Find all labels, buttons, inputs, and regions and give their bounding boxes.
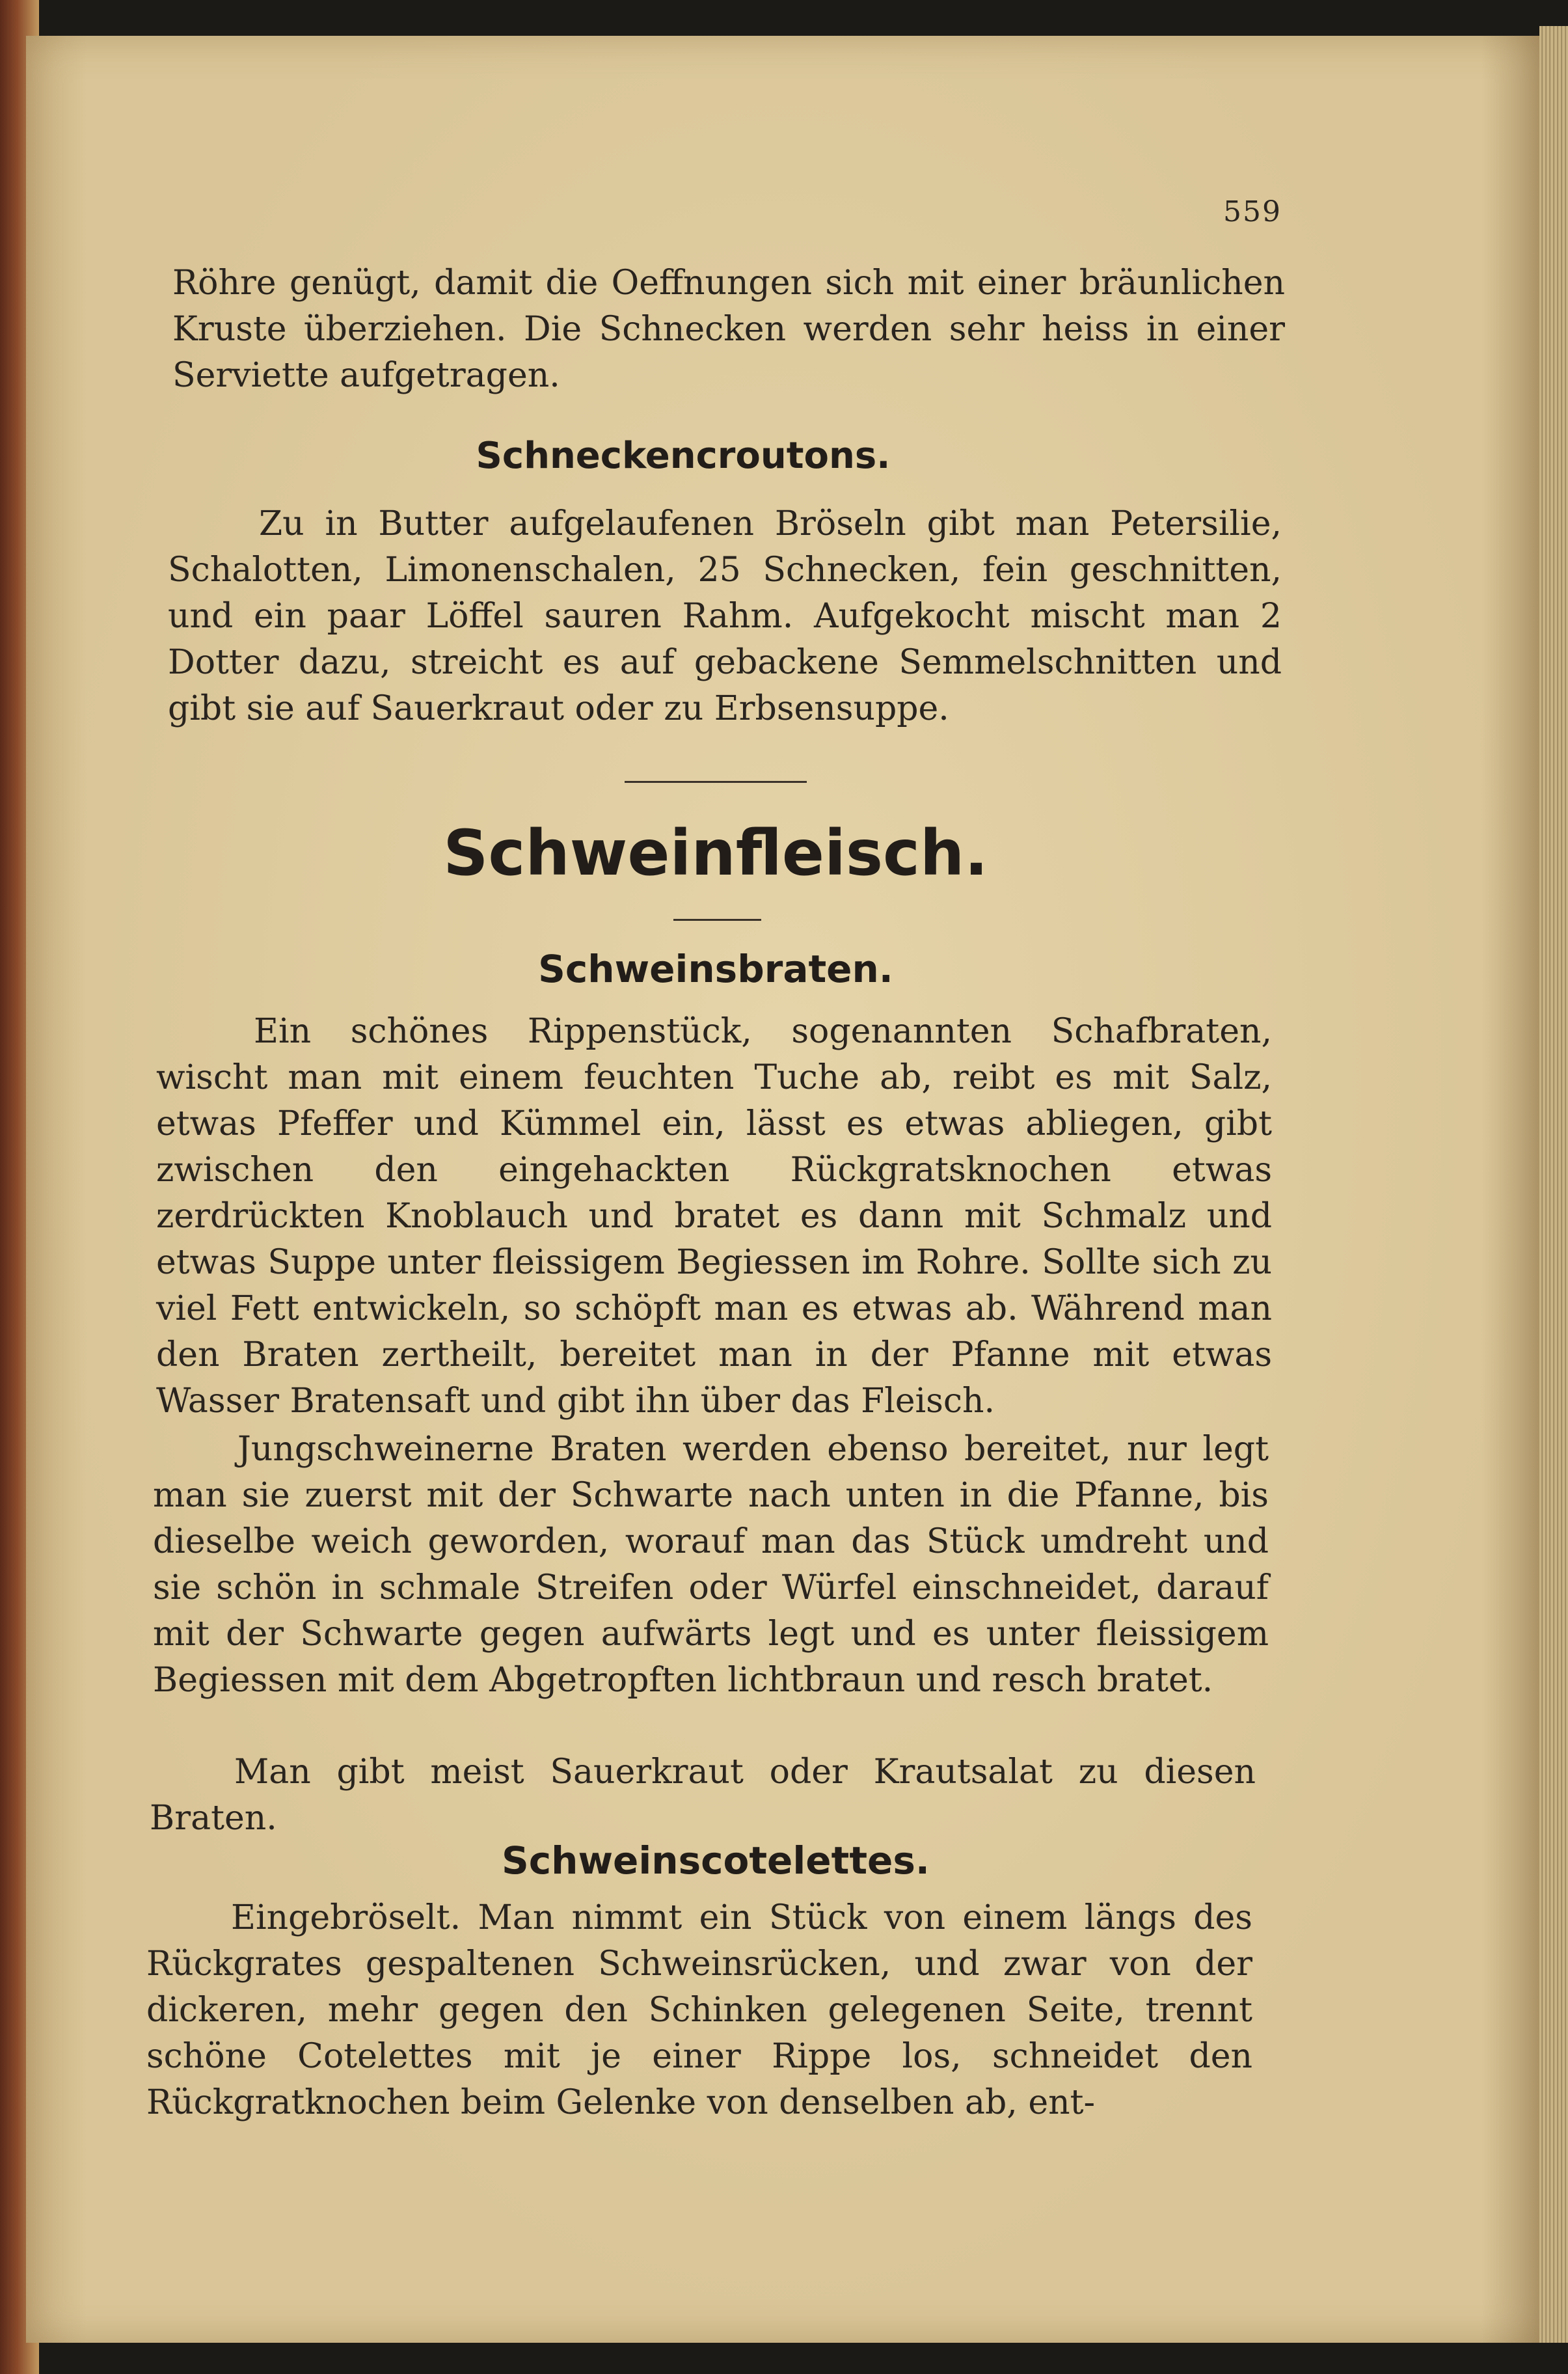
paragraph-schweinsbraten-2: Jungschweinerne Braten werden ebenso bereitet, nur legt man sie zuerst mit der Schwarte nach unten in die Pfanne, bis dieselbe weich geworden, worauf man das Stück umdreht und sie schön in schmale Streifen oder Würfel einschneidet, darauf mit der Schwarte gegen aufwärts legt und es unter fleissigem Begiessen mit dem Abgetropften lichtbraun und resch bratet. bbox=[153, 1430, 1269, 1700]
paragraph-schweinscotelettes: Eingebröselt. Man nimmt ein Stück von einem längs des Rückgrates gespaltenen Schweinsrücken, und zwar von der dickeren, mehr gegen den Schinken gelegenen Seite, trennt schöne Cotelettes mit je einer Rippe los, schneidet den Rückgratknochen beim Gelenke von denselben ab, ent- bbox=[146, 1898, 1252, 2122]
page-edges bbox=[1539, 26, 1568, 2343]
heading-schweinsbraten: Schweinsbraten. bbox=[538, 947, 893, 991]
paragraph-schweinsbraten-1: Ein schönes Rippenstück, sogenannten Schafbraten, wischt man mit einem feuchten Tuche ab, reibt es mit Salz, etwas Pfeffer und Kümmel ein, lässt es etwas abliegen, gibt zwischen den eingehackten Rückgratsknochen etwas zerdrückten Knoblauch und bratet es dann mit Schmalz und etwas Suppe unter fleissigem Begiessen im Rohre. Sollte sich zu viel Fett entwickeln, so schöpft man es etwas ab. Während man den Braten zertheilt, bereitet man in der Pfanne mit etwas Wasser Bratensaft und gibt ihn über das Fleisch. bbox=[156, 1012, 1272, 1421]
heading-schneckencroutons: Schneckencroutons. bbox=[476, 435, 891, 477]
divider-rule-top bbox=[625, 781, 807, 783]
intro-paragraph: Röhre genügt, damit die Oeffnungen sich mit einer bräunlichen Kruste überziehen. Die Schnecken werden sehr heiss in einer Serviette aufgetragen. bbox=[172, 264, 1285, 395]
paragraph-schneckencroutons: Zu in Butter aufgelaufenen Bröseln gibt man Petersilie, Schalotten, Limonenschalen, 25 Schnecken, fein geschnitten, und ein paar Löffel sauren Rahm. Aufgekocht mischt man 2 Dotter dazu, streicht es auf gebackene Semmelschnitten und gibt sie auf Sauerkraut oder zu Erbsensuppe. bbox=[168, 504, 1282, 728]
divider-rule-bottom bbox=[673, 919, 761, 921]
chapter-title: Schweinfleisch. bbox=[443, 817, 988, 890]
paragraph-schweinsbraten-3: Man gibt meist Sauerkraut oder Krautsalat zu diesen Braten. bbox=[150, 1753, 1256, 1838]
page-number: 559 bbox=[1223, 195, 1282, 228]
heading-schweinscotelettes: Schweinscotelettes. bbox=[502, 1838, 930, 1883]
